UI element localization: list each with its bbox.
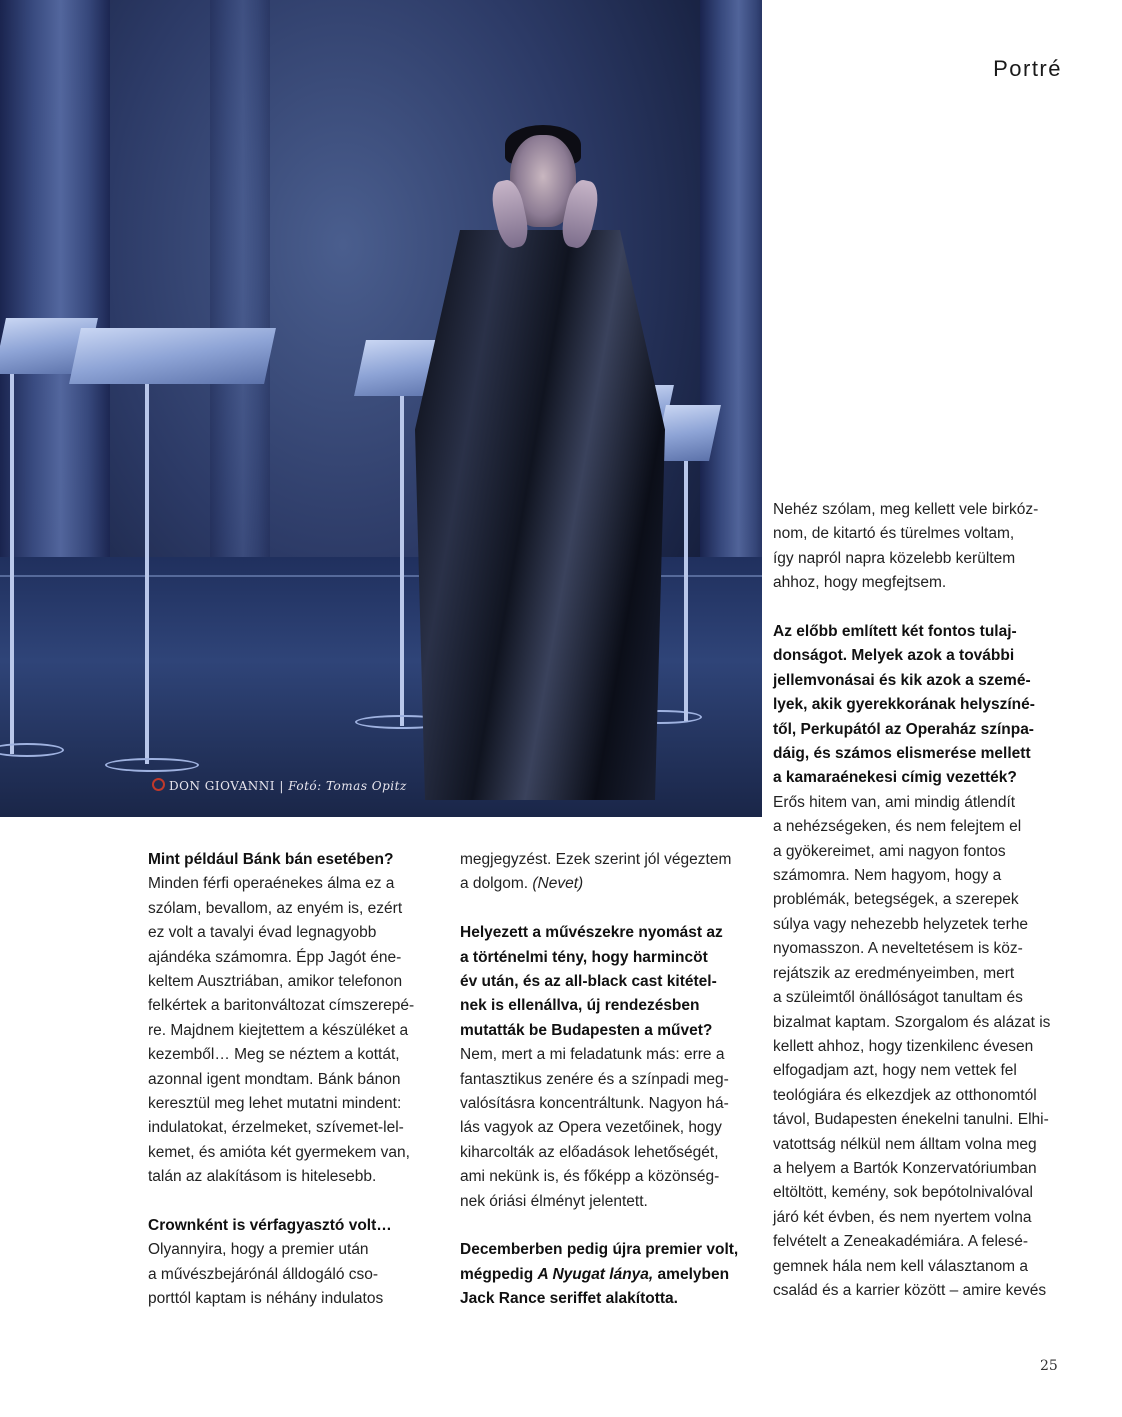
text-line: kellett ahhoz, hogy tizenkilenc évesen — [773, 1037, 1034, 1055]
text-fragment: mégpedig — [460, 1265, 534, 1283]
text-fragment: amelyben — [657, 1265, 730, 1283]
interview-question: nek is ellenállva, új rendezésben — [460, 997, 700, 1015]
laugh-note: (Nevet) — [532, 875, 584, 893]
text-line: problémák, betegségek, a szerepek — [773, 891, 1019, 909]
text-line: ajándéka számomra. Épp Jagót éne- — [148, 948, 402, 966]
text-line: bizalmat kaptam. Szorgalom és alázat is — [773, 1013, 1051, 1031]
text-line: indulatokat, érzelmeket, szívemet-lel- — [148, 1119, 404, 1137]
interview-question: Jack Rance seriffet alakította. — [460, 1290, 678, 1308]
text-line: megjegyzést. Ezek szerint jól végeztem — [460, 851, 732, 868]
singer-figure — [415, 120, 665, 800]
text-line: Erős hitem van, ami mindig átlendít — [773, 793, 1016, 811]
text-line: számomra. Nem hagyom, hogy a — [773, 867, 1002, 885]
text-line: a szüleimtől önállóságot tanultam és — [773, 989, 1023, 1007]
text-line — [460, 872, 760, 896]
text-line: a gyökereimet, ami nagyon fontos — [773, 842, 1006, 860]
text-line: rejátszik az eredményeimben, mert — [773, 964, 1015, 982]
caption-ring-icon — [152, 778, 165, 791]
interview-question: mutatták be Budapesten a művet? — [460, 1021, 713, 1039]
text-line: Olyannyira, hogy a premier után — [148, 1241, 369, 1259]
interview-question — [460, 1263, 760, 1287]
text-fragment: a dolgom. — [460, 875, 529, 893]
music-stand — [660, 405, 715, 705]
text-line: nek óriási élményt jelentett. — [460, 1192, 648, 1210]
text-line: nom, de kitartó és türelmes voltam, — [773, 525, 1015, 543]
text-line: vatottság nélkül nem álltam volna meg — [773, 1135, 1037, 1153]
text-line: felkértek a baritonváltozat címszerepé- — [148, 997, 415, 1015]
text-line: nyomasszon. A neveltetésem is köz- — [773, 940, 1023, 958]
text-line: szólam, bevallom, az enyém is, ezért — [148, 899, 403, 917]
text-line: keresztül meg lehet mutatni mindent: — [148, 1095, 402, 1113]
caption-separator: | — [279, 779, 284, 793]
interview-question: lyek, akik gyerekkorának helyszíné- — [773, 696, 1035, 714]
text-line: kezemből… Meg se néztem a kottát, — [148, 1046, 400, 1064]
interview-question: Crownként is vérfagyasztó volt… — [148, 1217, 392, 1235]
text-line: re. Majdnem kiejtettem a készüléket a — [148, 1021, 409, 1039]
text-line: porttól kaptam is néhány indulatos — [148, 1290, 384, 1308]
column-left — [148, 848, 448, 1312]
caption-title: DON GIOVANNI — [169, 779, 275, 793]
interview-question: Az előbb említett két fontos tulaj- — [773, 623, 1017, 641]
text-line: ez volt a tavalyi évad legnagyobb — [148, 924, 377, 942]
text-line: azonnal igent mondtam. Bánk bánon — [148, 1070, 401, 1088]
music-stand — [75, 328, 270, 768]
page-number: 25 — [1040, 1358, 1058, 1374]
text-line: talán az alakításom is hitelesebb. — [148, 1168, 377, 1186]
text-line: a nehézségeken, és nem felejtem el — [773, 818, 1022, 836]
interview-question: dáig, és számos elismerése mellett — [773, 745, 1031, 763]
text-line: a helyem a Bartók Konzervatóriumban — [773, 1159, 1037, 1177]
text-line: eltöltött, kemény, sok bepótolnivalóval — [773, 1184, 1033, 1202]
text-line: súlya vagy nehezebb helyzetek terhe — [773, 915, 1029, 933]
stage-photo — [0, 0, 762, 817]
interview-question: a kamaraénekesi címig vezették? — [773, 769, 1017, 787]
interview-question: jellemvonásai és kik azok a szemé- — [773, 671, 1031, 689]
interview-question: év után, és az all-black cast kitétel- — [460, 973, 717, 991]
text-line: felvételt a Zeneakadémiára. A felesé- — [773, 1233, 1029, 1251]
text-line: kiharcolták az előadások lehetőségét, — [460, 1143, 719, 1161]
text-line: gemnek hála nem kell választanom a — [773, 1257, 1029, 1275]
text-line: Nehéz szólam, meg kellett vele birkóz- — [773, 501, 1039, 518]
text-line: lás vagyok az Opera vezetőinek, hogy — [460, 1119, 722, 1137]
text-line: Nem, mert a mi feladatunk más: erre a — [460, 1046, 725, 1064]
text-line: távol, Budapesten énekelni tanulni. Elhi- — [773, 1111, 1049, 1129]
interview-question: a történelmi tény, hogy harmincöt — [460, 948, 708, 966]
interview-question: Helyezett a művészekre nyomást az — [460, 924, 723, 942]
interview-question: Mint például Bánk bán esetében? — [148, 851, 394, 868]
text-line: járó két évben, és nem nyertem volna — [773, 1208, 1032, 1226]
opera-title: A Nyugat lánya, — [537, 1265, 654, 1283]
interview-question: Decemberben pedig újra premier volt, — [460, 1241, 739, 1259]
photo-caption — [152, 778, 407, 793]
section-label: Portré — [993, 56, 1062, 81]
text-line: teológiára és elkezdjek az otthonomtól — [773, 1086, 1037, 1104]
interview-question: től, Perkupától az Operaház színpa- — [773, 720, 1034, 738]
caption-credit: Fotó: Tomas Opitz — [288, 779, 407, 793]
text-line: valósításra koncentráltunk. Nagyon há- — [460, 1095, 729, 1113]
text-line: a művészbejárónál álldogáló cso- — [148, 1265, 379, 1283]
text-line: így napról napra közelebb kerültem — [773, 549, 1016, 567]
text-line: elfogadjam azt, hogy nem vettek fel — [773, 1062, 1017, 1080]
text-line: kemet, és amióta két gyermekem van, — [148, 1143, 410, 1161]
text-line: Minden férfi operaénekes álma ez a — [148, 875, 395, 893]
text-line: ami nekünk is, és főképp a közönség- — [460, 1168, 720, 1186]
text-line: ahhoz, hogy megfejtsem. — [773, 574, 947, 592]
text-line: család és a karrier között – amire kevés — [773, 1281, 1047, 1299]
column-right — [773, 498, 1073, 1303]
text-line: fantasztikus zenére és a színpadi meg- — [460, 1070, 729, 1088]
column-middle — [460, 848, 760, 1312]
text-line: keltem Ausztriában, amikor telefonon — [148, 973, 403, 991]
interview-question: donságot. Melyek azok a további — [773, 647, 1015, 665]
